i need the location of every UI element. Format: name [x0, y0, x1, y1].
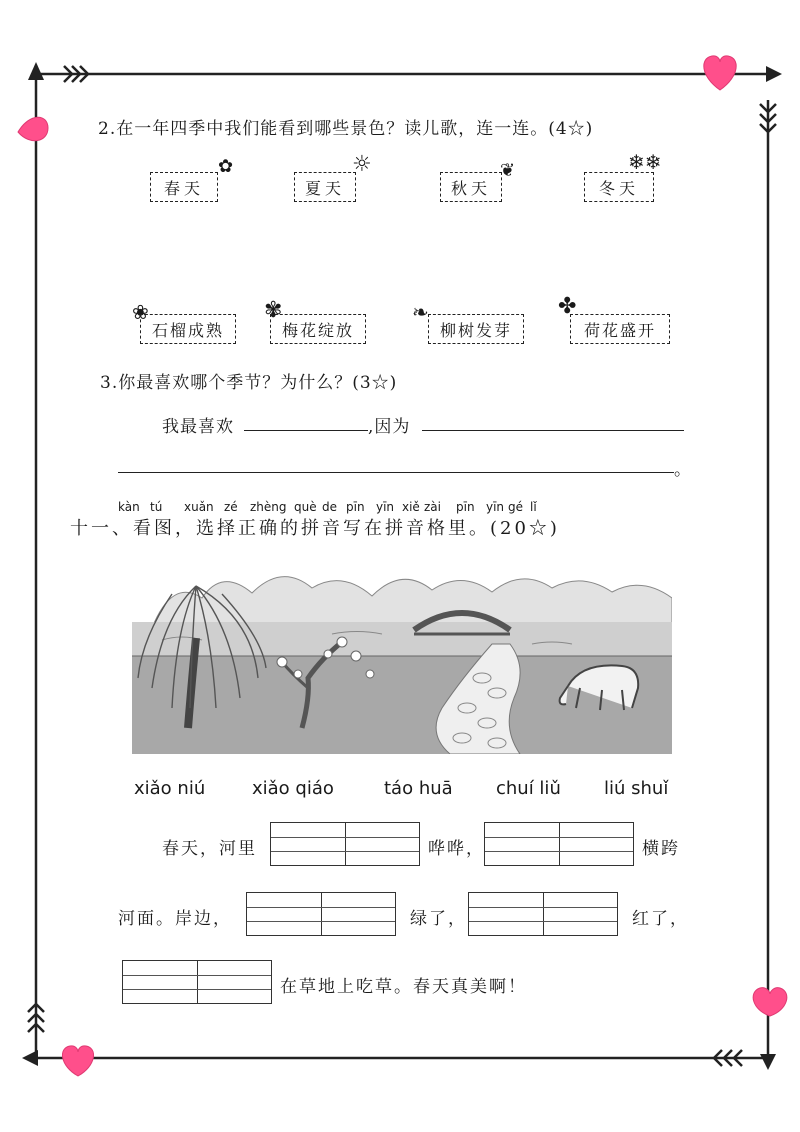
q11-title: 十一、看图，选择正确的拼音写在拼音格里。(20☆) [70, 518, 560, 539]
leaf-icon: ❦ [500, 160, 516, 181]
sentence-1-part-c: 横跨 [642, 839, 680, 859]
pinyin-grid-5[interactable] [122, 960, 272, 1004]
scenery-lotus[interactable]: 荷花盛开 [570, 314, 670, 344]
pinyin: tú [150, 500, 163, 514]
q2-prompt: 2.在一年四季中我们能看到哪些景色？读儿歌，连一连。(4☆) [98, 119, 594, 139]
q3-prompt: 3.你最喜欢哪个季节？为什么？(3☆) [100, 373, 398, 393]
pinyin: yīn [486, 500, 505, 514]
pinyin: pīn [456, 500, 475, 514]
pinyin: gé [508, 500, 523, 514]
option-xiao-qiao: xiǎo qiáo [252, 778, 334, 799]
pinyin: xiě [402, 500, 420, 514]
option-xiao-niu: xiǎo niú [134, 778, 206, 799]
q3-reason-blank-2[interactable] [118, 472, 674, 473]
season-winter[interactable]: 冬天 [584, 172, 654, 202]
season-summer[interactable]: 夏天 [294, 172, 356, 202]
pinyin: lǐ [530, 500, 537, 514]
pinyin: zài [424, 500, 441, 514]
season-spring[interactable]: 春天 [150, 172, 218, 202]
grass-icon: ✿ [218, 156, 234, 177]
q3-reason-blank-1[interactable] [422, 430, 684, 431]
sentence-2-part-a: 河面。岸边， [118, 909, 232, 929]
pinyin: pīn [346, 500, 365, 514]
scenery-willow[interactable]: 柳树发芽 [428, 314, 524, 344]
scenery-pomegranate[interactable]: 石榴成熟 [140, 314, 236, 344]
sentence-3: 在草地上吃草。春天真美啊！ [280, 977, 527, 997]
option-chui-liu: chuí liǔ [496, 778, 561, 799]
q3-end-mark: 。 [674, 460, 692, 480]
plum-blossom-icon: ✾ [264, 298, 283, 323]
pinyin: zhèng [250, 500, 287, 514]
snowflake-icon: ❄❄ [628, 150, 662, 174]
pinyin-grid-4[interactable] [468, 892, 618, 936]
pinyin-grid-2[interactable] [484, 822, 634, 866]
season-autumn[interactable]: 秋天 [440, 172, 502, 202]
pinyin-grid-1[interactable] [270, 822, 420, 866]
willow-icon: ❧ [412, 300, 429, 324]
scenery-plum-blossom[interactable]: 梅花绽放 [270, 314, 366, 344]
sentence-2-part-c: 红了， [632, 909, 689, 929]
pinyin: de [322, 500, 337, 514]
pinyin: yīn [376, 500, 395, 514]
pinyin: què [294, 500, 317, 514]
q3-favorite-blank[interactable] [244, 430, 368, 431]
sentence-2-part-b: 绿了， [410, 909, 467, 929]
pomegranate-icon: ❀ [132, 300, 149, 324]
sun-icon: ☼ [352, 152, 372, 177]
pinyin: xuǎn [184, 500, 214, 514]
option-liu-shui: liú shuǐ [604, 778, 669, 799]
pinyin-grid-3[interactable] [246, 892, 396, 936]
pinyin: zé [224, 500, 238, 514]
q3-because-label: ,因为 [368, 417, 411, 437]
pinyin: kàn [118, 500, 140, 514]
option-tao-hua: táo huā [384, 778, 453, 799]
spring-scene-illustration [132, 558, 672, 754]
lotus-icon: ✤ [558, 294, 577, 319]
q3-favorite-label: 我最喜欢 [162, 417, 234, 437]
sentence-1-part-b: 哗哗， [428, 839, 485, 859]
sentence-1-part-a: 春天，河里 [162, 839, 257, 859]
